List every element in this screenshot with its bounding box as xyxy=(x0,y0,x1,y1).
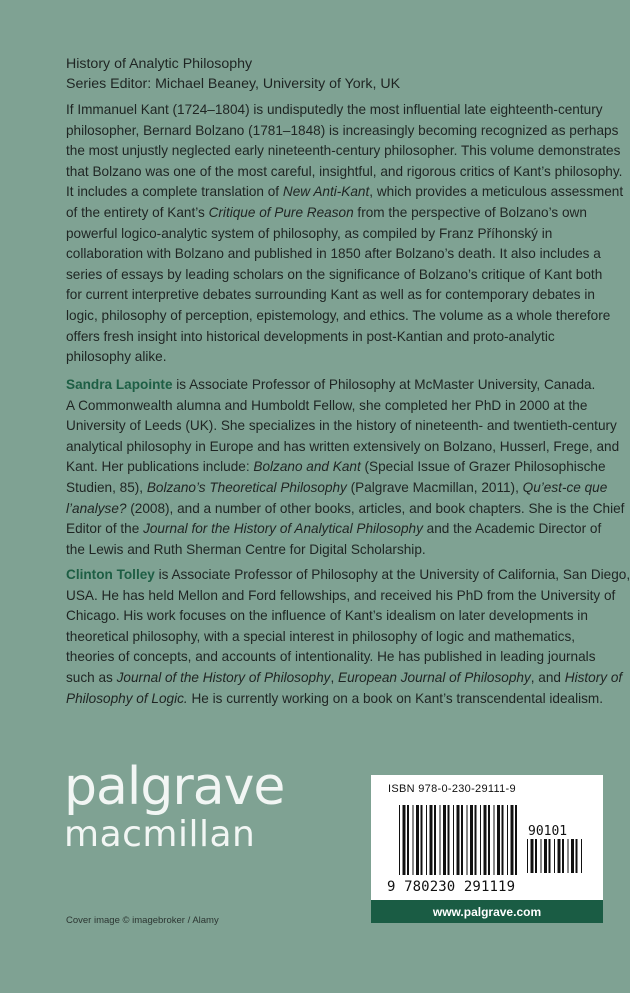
barcode-bar xyxy=(484,805,487,875)
text-line: theories of concepts, and accounts of intentionality. He has published in leading journals xyxy=(66,649,596,665)
barcode-bar xyxy=(470,805,473,875)
barcode-bar xyxy=(507,805,508,875)
barcode-bar xyxy=(461,805,463,875)
barcode-bar xyxy=(467,805,468,875)
barcode-bar xyxy=(544,839,547,873)
barcode-block xyxy=(371,775,603,905)
barcode-bar xyxy=(399,805,400,875)
series-info xyxy=(66,54,400,94)
barcode-bar xyxy=(440,805,441,875)
barcode-addon-bars xyxy=(527,839,582,873)
author-name: Sandra Lapointe xyxy=(66,377,173,392)
text-line: Chicago. His work focuses on the influence of Kant’s idealism on later developments in xyxy=(66,608,588,624)
text-line: of the entirety of Kant’s Critique of Pure Reason from the perspective of Bolzano’s own xyxy=(66,204,587,220)
text-line: It includes a complete translation of New Anti-Kant, which provides a meticulous assessment xyxy=(66,184,624,200)
barcode-bar xyxy=(448,805,450,875)
barcode-bar xyxy=(443,805,446,875)
text-line: that Bolzano was one of the most careful, insightful, and rigorous critics of Kant’s philosophy. xyxy=(66,163,623,179)
barcode-bar xyxy=(416,805,419,875)
barcode-bar xyxy=(488,805,490,875)
cover-image-credit: Cover image © imagebroker / Alamy xyxy=(66,915,219,926)
text-line: A Commonwealth alumna and Humboldt Fellow, she completed her PhD in 2000 at the xyxy=(66,397,588,413)
text-line: Kant. Her publications include: Bolzano and Kant (Special Issue of Grazer Philosophische xyxy=(66,459,606,475)
text-line: the Lewis and Ruth Sherman Centre for Digital Scholarship. xyxy=(66,541,426,557)
text-line: powerful logico-analytic system of philosophy, as compiled by Franz Příhonský in xyxy=(66,225,553,241)
series-title: History of Analytic Philosophy xyxy=(66,56,253,72)
barcode-bar xyxy=(413,805,414,875)
isbn-label: ISBN 978-0-230-29111-9 xyxy=(388,783,516,795)
barcode-bar xyxy=(434,805,436,875)
barcode-bar xyxy=(497,805,500,875)
publisher-website[interactable]: www.palgrave.com xyxy=(371,900,603,923)
text-line: the most unjustly neglected early nineteenth-century philosopher. This volume demonstrates xyxy=(66,143,621,159)
barcode-bar xyxy=(562,839,564,873)
text-line: series of essays by leading scholars on the significance of Bolzano’s critique of Kant both xyxy=(66,266,603,282)
barcode-bar xyxy=(430,805,433,875)
text-line: for current interpretive debates surrounding Kant as well as for contemporary debates in xyxy=(66,287,595,303)
barcode-bar xyxy=(421,805,423,875)
barcode-bar xyxy=(480,805,481,875)
barcode-bar xyxy=(535,839,537,873)
author-bio-lapointe xyxy=(66,375,626,560)
barcode-bar xyxy=(554,839,555,873)
series-editor: Series Editor: Michael Beaney, University of York, UK xyxy=(66,76,401,92)
text-line: If Immanuel Kant (1724–1804) is undisputedly the most influential late eighteenth-century xyxy=(66,102,603,117)
barcode-bar xyxy=(515,805,517,875)
publisher-logo xyxy=(64,757,285,855)
text-line: Editor of the Journal for the History of Analytical Philosophy and the Academic Director of xyxy=(66,521,602,537)
barcode-bar xyxy=(558,839,561,873)
barcode-bar xyxy=(426,805,427,875)
text-line: USA. He has held Mellon and Ford fellowships, and received his PhD from the University of xyxy=(66,587,616,603)
barcode-bar xyxy=(527,839,528,873)
barcode-addon-digits: 90101 xyxy=(528,824,568,839)
barcode-bar xyxy=(511,805,514,875)
text-line: logic, philosophy of perception, epistemology, and ethics. The volume as a whole therefore xyxy=(66,307,611,323)
barcode-bar xyxy=(475,805,477,875)
text-line: Clinton Tolley is Associate Professor of Philosophy at the University of California, San Diego, xyxy=(66,567,630,582)
barcode-bar xyxy=(494,805,495,875)
barcode-bar xyxy=(581,839,582,873)
author-name: Clinton Tolley xyxy=(66,567,155,582)
barcode-bar xyxy=(457,805,460,875)
logo-macmillan: macmillan xyxy=(64,814,256,855)
text-line: philosopher, Bernard Bolzano (1781–1848) is increasingly becoming recognized as perhaps xyxy=(66,122,619,138)
author-bio-tolley xyxy=(66,565,630,709)
text-line: collaboration with Bolzano and published in 1850 after Bolzano’s death. It also includes a xyxy=(66,246,601,262)
text-line: University of Leeds (UK). She specializes in the history of nineteenth- and twentieth-century xyxy=(66,418,617,434)
barcode-bar xyxy=(549,839,551,873)
text-line: such as Journal of the History of Philosophy, European Journal of Philosophy, and History of xyxy=(66,669,623,685)
barcode-bar xyxy=(403,805,406,875)
book-title-italic: Critique of Pure Reason xyxy=(208,204,354,220)
barcode-digits: 9 780230 291119 xyxy=(387,879,515,895)
text-line: analytical philosophy in Europe and has written extensively on Bolzano, Husserl, Frege, and xyxy=(66,438,620,454)
text-line: offers fresh insight into historical developments in post-Kantian and proto-analytic xyxy=(66,328,555,344)
barcode-bar xyxy=(531,839,534,873)
book-description xyxy=(66,100,626,368)
barcode-bar xyxy=(453,805,454,875)
barcode-bar xyxy=(568,839,569,873)
barcode-bar xyxy=(407,805,409,875)
text-line: Philosophy of Logic. He is currently working on a book on Kant’s transcendental idealism. xyxy=(66,690,604,706)
text-line: Studien, 85), Bolzano’s Theoretical Philosophy (Palgrave Macmillan, 2011), Qu’est-ce que xyxy=(66,479,608,495)
text-line: l’analyse? (2008), and a number of other books, articles, and book chapters. She is the Chief xyxy=(66,500,625,516)
book-title-italic: New Anti-Kant xyxy=(282,184,370,200)
barcode-bar xyxy=(576,839,578,873)
text-line: theoretical philosophy, with a special interest in philosophy of logic and mathematics, xyxy=(66,628,576,644)
logo-palgrave: palgrave xyxy=(64,757,285,817)
text-line: Sandra Lapointe is Associate Professor of Philosophy at McMaster University, Canada. xyxy=(66,377,596,392)
barcode-bar xyxy=(541,839,542,873)
barcode-bar xyxy=(502,805,504,875)
barcode-main-bars xyxy=(399,805,517,875)
text-line: philosophy alike. xyxy=(66,349,167,365)
barcode-bar xyxy=(571,839,574,873)
